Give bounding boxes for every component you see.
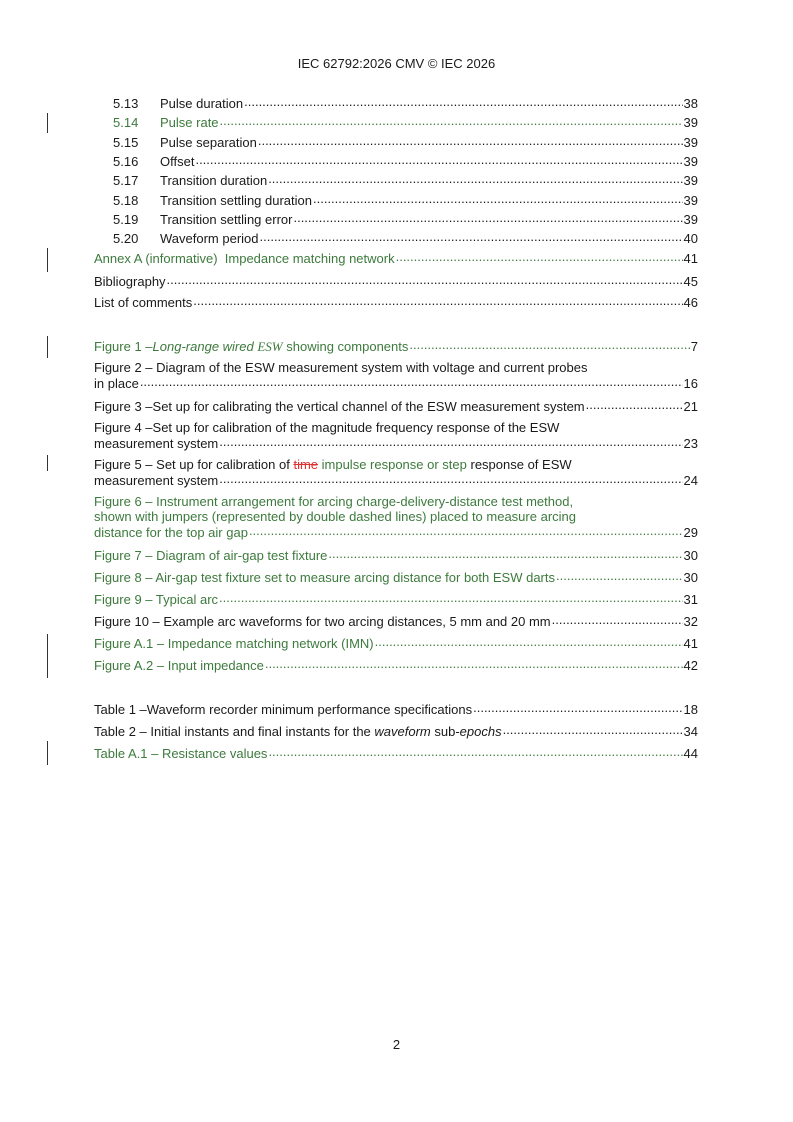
section-title: Offset xyxy=(160,154,195,169)
figure-title-line3: distance for the top air gap xyxy=(94,525,248,540)
section-number: 5.19 xyxy=(113,212,139,227)
figure-title-line1: Figure 4 –Set up for calibration of the magnitude frequency response of the ESW xyxy=(94,420,560,435)
dot-leader xyxy=(313,192,683,205)
dot-leader xyxy=(249,524,683,537)
toc-entry-annex-a[interactable] xyxy=(94,250,698,266)
table-text: Table 2 – Initial instants and final instants for the xyxy=(94,724,375,739)
dot-leader xyxy=(268,172,682,185)
figure-esw-text: ESW xyxy=(257,339,283,354)
page-number: 40 xyxy=(683,231,698,246)
dot-leader xyxy=(375,635,683,648)
dot-leader xyxy=(409,338,689,351)
dot-leader xyxy=(219,591,682,604)
dot-leader xyxy=(258,134,683,147)
comments-title: List of comments xyxy=(94,295,193,310)
page-number: 24 xyxy=(683,473,698,488)
page-number: 42 xyxy=(683,658,698,673)
figure-title xyxy=(94,339,408,354)
dot-leader xyxy=(219,435,682,448)
toc-entry-figure-5[interactable] xyxy=(94,457,698,488)
dot-leader xyxy=(328,547,682,560)
change-bar xyxy=(47,741,48,765)
dot-leader xyxy=(552,613,683,626)
figure-title: Figure 3 –Set up for calibrating the vertical channel of the ESW measurement system xyxy=(94,399,585,414)
section-number: 5.18 xyxy=(113,193,139,208)
toc-entry-comments[interactable] xyxy=(94,294,698,310)
page-number: 41 xyxy=(683,251,698,266)
dot-leader xyxy=(167,273,683,286)
section-title: Transition settling duration xyxy=(160,193,312,208)
deleted-text: time xyxy=(293,457,319,472)
dot-leader xyxy=(556,569,683,582)
page-number: 46 xyxy=(683,295,698,310)
page-number: 21 xyxy=(683,399,698,414)
section-title: Transition settling error xyxy=(160,212,293,227)
page-number: 7 xyxy=(690,339,698,354)
page-number: 30 xyxy=(683,570,698,585)
figure-title-line1 xyxy=(94,457,698,472)
section-title: Waveform period xyxy=(160,231,259,246)
figure-title: Figure 9 – Typical arc xyxy=(94,592,219,607)
toc-entry-figure-2[interactable] xyxy=(94,360,698,391)
section-number: 5.14 xyxy=(113,115,139,130)
toc-entry-figure-1[interactable] xyxy=(94,338,698,354)
figure-title: Figure A.2 – Input impedance xyxy=(94,658,264,673)
toc-entry-5-14[interactable] xyxy=(113,114,698,130)
dot-leader xyxy=(293,211,682,224)
page-number: 44 xyxy=(683,746,698,761)
toc-entry-figure-4[interactable] xyxy=(94,420,698,451)
table-title xyxy=(94,724,502,739)
figure-title-line2: in place xyxy=(94,376,139,391)
toc-entry-figure-6[interactable] xyxy=(94,494,698,540)
figure-suffix: showing components xyxy=(282,339,409,354)
figure-title: Figure A.1 – Impedance matching network (IMN) xyxy=(94,636,374,651)
toc-entry-figure-9[interactable] xyxy=(94,591,698,607)
section-number: 5.20 xyxy=(113,231,139,246)
toc-entry-figure-7[interactable] xyxy=(94,547,698,563)
section-title: Pulse duration xyxy=(160,96,244,111)
change-bar xyxy=(47,455,48,471)
page-number: 29 xyxy=(683,525,698,540)
dot-leader xyxy=(140,375,683,388)
figure-title-line2: measurement system xyxy=(94,473,219,488)
section-number: 5.16 xyxy=(113,154,139,169)
toc-entry-figure-a2[interactable] xyxy=(94,657,698,673)
page-number: 39 xyxy=(683,212,698,227)
page-number: 39 xyxy=(683,135,698,150)
page-number: 45 xyxy=(683,274,698,289)
inserted-text: impulse response or step xyxy=(318,457,467,472)
toc-entry-table-1[interactable] xyxy=(94,701,698,717)
table-italic-text: waveform xyxy=(374,724,431,739)
toc-entry-5-13[interactable] xyxy=(113,95,698,111)
dot-leader xyxy=(195,153,682,166)
figure-title-line2: measurement system xyxy=(94,436,219,451)
page-number: 39 xyxy=(683,115,698,130)
figure-title-line1: Figure 6 – Instrument arrangement for arcing charge-delivery-distance test method, xyxy=(94,494,574,509)
table-italic-text: epochs xyxy=(459,724,502,739)
page-number: 32 xyxy=(683,614,698,629)
annex-title: Annex A (informative) Impedance matching network xyxy=(94,251,395,266)
change-bar xyxy=(47,113,48,133)
toc-entry-table-2[interactable] xyxy=(94,723,698,739)
dot-leader xyxy=(244,95,682,108)
toc-entry-5-20[interactable] xyxy=(113,230,698,246)
page-number: 41 xyxy=(683,636,698,651)
toc-entry-5-16[interactable] xyxy=(113,153,698,169)
figure-title: Figure 8 – Air-gap test fixture set to measure arcing distance for both ESW darts xyxy=(94,570,555,585)
dot-leader xyxy=(503,723,683,736)
dot-leader xyxy=(396,250,683,263)
change-bar xyxy=(47,248,48,272)
page-number: 18 xyxy=(683,702,698,717)
bibliography-title: Bibliography xyxy=(94,274,166,289)
table-title: Table 1 –Waveform recorder minimum performance specifications xyxy=(94,702,473,717)
dot-leader xyxy=(220,114,683,127)
figure-prefix: Figure 1 – xyxy=(94,339,153,354)
section-title: Pulse separation xyxy=(160,135,257,150)
figure-italic-text: Long-range wired xyxy=(152,339,254,354)
page-number: 23 xyxy=(683,436,698,451)
dot-leader xyxy=(260,230,683,243)
section-number: 5.15 xyxy=(113,135,139,150)
dot-leader xyxy=(219,472,682,485)
page-number: 31 xyxy=(683,592,698,607)
dot-leader xyxy=(265,657,683,670)
page-number: 34 xyxy=(683,724,698,739)
toc-entry-5-17[interactable] xyxy=(113,172,698,188)
section-number: 5.13 xyxy=(113,96,139,111)
dot-leader xyxy=(473,701,682,714)
change-bar xyxy=(47,336,48,358)
page-number: 16 xyxy=(683,376,698,391)
figure-title: Figure 7 – Diagram of air-gap test fixture xyxy=(94,548,328,563)
table-text: sub- xyxy=(430,724,460,739)
page-number: 38 xyxy=(683,96,698,111)
table-title: Table A.1 – Resistance values xyxy=(94,746,268,761)
section-title: Pulse rate xyxy=(160,115,219,130)
dot-leader xyxy=(586,398,683,411)
section-number: 5.17 xyxy=(113,173,139,188)
page-number: 39 xyxy=(683,193,698,208)
toc-entry-figure-3[interactable] xyxy=(94,398,698,414)
page-number: 39 xyxy=(683,173,698,188)
toc-entry-5-18[interactable] xyxy=(113,192,698,208)
toc-entry-bibliography[interactable] xyxy=(94,273,698,289)
toc-entry-figure-a1[interactable] xyxy=(94,635,698,651)
toc-entry-5-19[interactable] xyxy=(113,211,698,227)
toc-entry-table-a1[interactable] xyxy=(94,745,698,761)
page-header: IEC 62792:2026 CMV © IEC 2026 xyxy=(297,56,496,71)
toc-entry-5-15[interactable] xyxy=(113,134,698,150)
section-title: Transition duration xyxy=(160,173,268,188)
toc-entry-figure-8[interactable] xyxy=(94,569,698,585)
dot-leader xyxy=(268,745,682,758)
page-footer-number: 2 xyxy=(392,1037,401,1052)
dot-leader xyxy=(193,294,682,307)
figure-title-line2: shown with jumpers (represented by double dashed lines) placed to measure arcing xyxy=(94,509,576,524)
figure-text: response of ESW xyxy=(466,457,572,472)
figure-text: Figure 5 – Set up for calibration of xyxy=(94,457,294,472)
toc-entry-figure-10[interactable] xyxy=(94,613,698,629)
page-number: 39 xyxy=(683,154,698,169)
page-number: 30 xyxy=(683,548,698,563)
figure-title: Figure 10 – Example arc waveforms for two arcing distances, 5 mm and 20 mm xyxy=(94,614,551,629)
figure-title-line1: Figure 2 – Diagram of the ESW measurement system with voltage and current probes xyxy=(94,360,588,375)
change-bar xyxy=(47,634,48,678)
